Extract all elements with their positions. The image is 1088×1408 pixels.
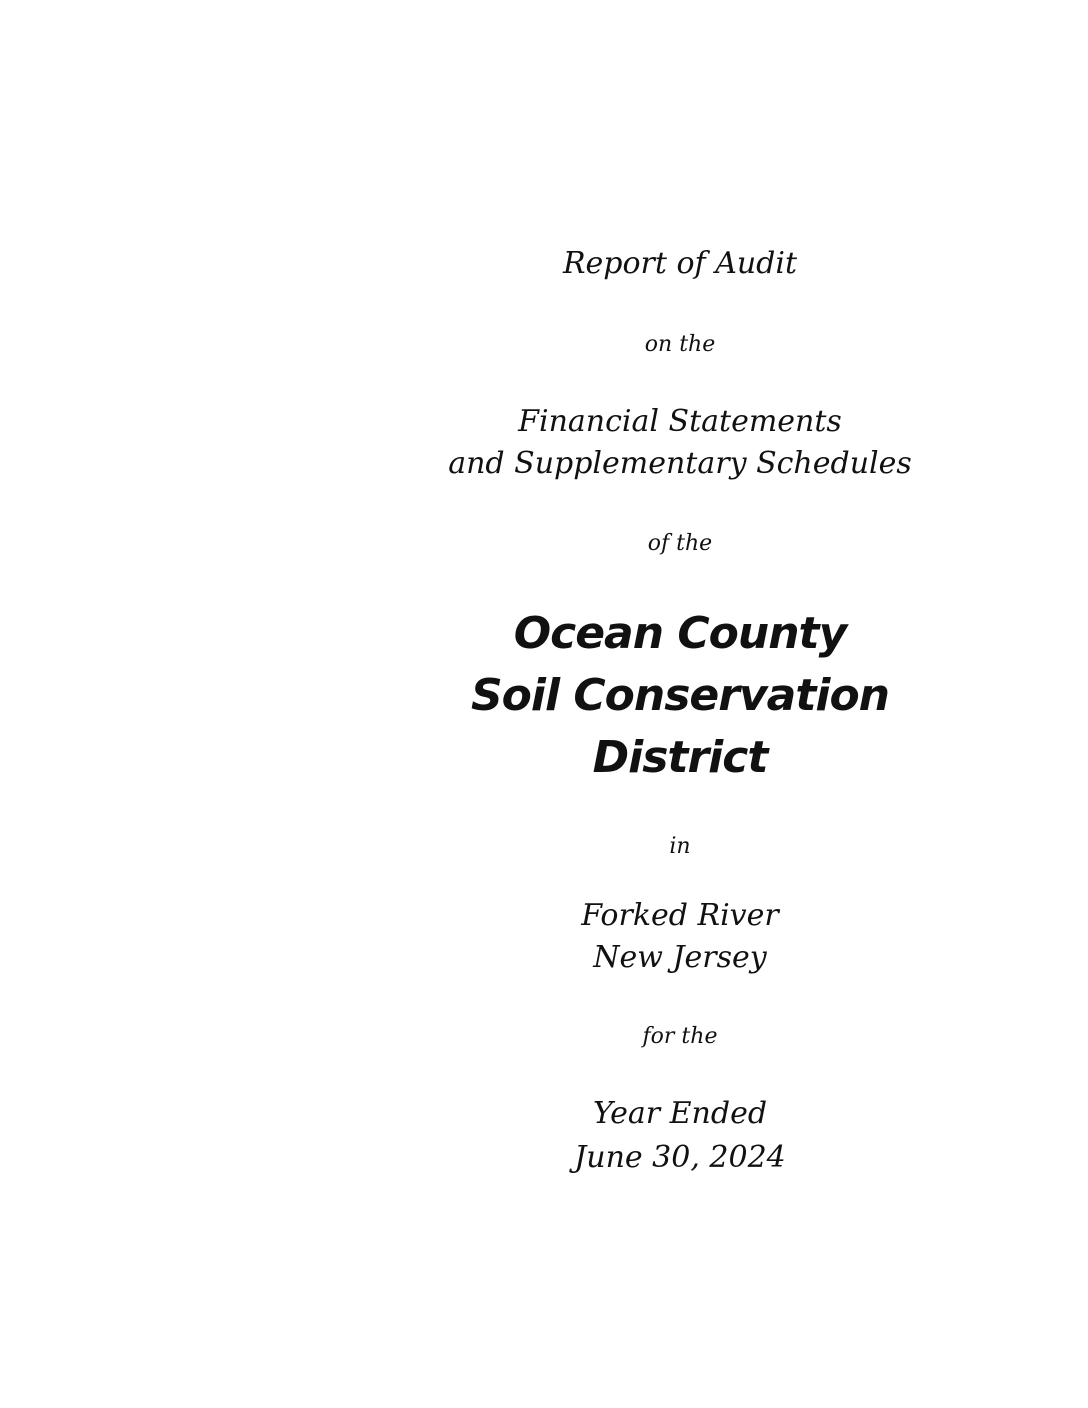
location-line-1: Forked River: [581, 898, 779, 933]
entity-name-line-1: Ocean County: [513, 608, 847, 659]
connector-on-the: on the: [644, 332, 716, 357]
subject-line-2: and Supplementary Schedules: [448, 446, 912, 481]
location-line-2: New Jersey: [593, 940, 767, 975]
period-line-1: Year Ended: [592, 1096, 768, 1131]
subject-line-1: Financial Statements: [518, 404, 842, 439]
connector-in: in: [669, 834, 691, 859]
connector-of-the: of the: [647, 531, 713, 556]
entity-name-line-2: Soil Conservation: [470, 670, 889, 721]
report-title: Report of Audit: [562, 246, 798, 281]
connector-for-the: for the: [642, 1024, 718, 1049]
entity-name-line-3: District: [592, 732, 768, 783]
period-line-2: June 30, 2024: [574, 1140, 786, 1175]
